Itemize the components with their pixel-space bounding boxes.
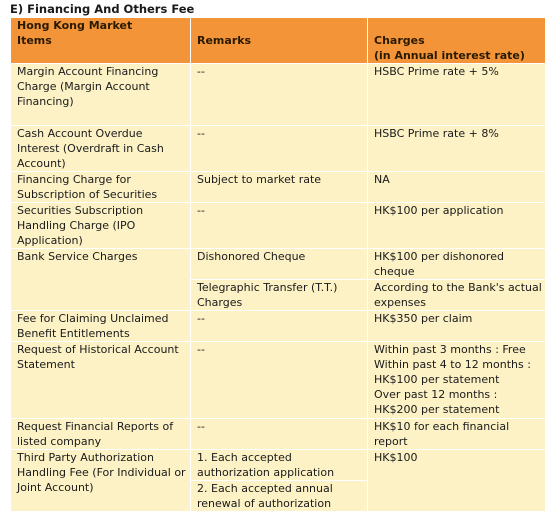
table-row [11,203,546,249]
charge-cell: HK$100 [368,450,546,512]
item-cell: Financing Charge for Subscription of Securities [11,172,191,203]
remark-cell: Dishonored Cheque [191,249,368,280]
remark-cell: -- [191,342,368,419]
remark-cell: -- [191,419,368,450]
table-row [11,64,546,126]
header-items [11,18,191,64]
charge-line: Within past 3 months : Free [374,343,526,356]
header-charges-note: (in Annual interest rate) [374,49,525,62]
table-row [11,311,546,342]
charge-cell: NA [368,172,546,203]
charge-cell: HSBC Prime rate + 8% [368,126,546,172]
remark-cell: -- [191,126,368,172]
item-cell: Request Financial Reports of listed company [11,419,191,450]
header-items-label: Items [17,34,52,47]
header-charges-label: Charges [374,34,425,47]
table-row [11,172,546,203]
item-cell: Securities Subscription Handling Charge (IPO Application) [11,203,191,249]
table-row [11,450,546,481]
charge-cell: HK$100 per application [368,203,546,249]
table-row [11,342,546,419]
table-header-row [11,18,546,64]
remark-cell: 2. Each accepted annual renewal of authorization [191,481,368,512]
remark-cell: Telegraphic Transfer (T.T.) Charges [191,280,368,311]
table-row [11,419,546,450]
charge-cell [368,342,546,419]
remark-cell: -- [191,311,368,342]
charge-cell: HK$350 per claim [368,311,546,342]
remark-cell: 1. Each accepted authorization application [191,450,368,481]
table-row [11,249,546,280]
remark-cell: -- [191,203,368,249]
charge-line: Over past 12 months : HK$200 per statement [374,388,500,416]
item-cell: Margin Account Financing Charge (Margin Account Financing) [11,64,191,126]
charge-cell: According to the Bank's actual expenses [368,280,546,311]
charge-line: Within past 4 to 12 months : HK$100 per statement [374,358,531,386]
item-cell: Request of Historical Account Statement [11,342,191,419]
table-row [11,126,546,172]
item-cell: Cash Account Overdue Interest (Overdraft in Cash Account) [11,126,191,172]
fee-table [10,17,546,512]
header-remarks [191,18,368,64]
charge-cell: HK$100 per dishonored cheque [368,249,546,280]
header-remarks-label: Remarks [197,34,252,47]
remark-cell: Subject to market rate [191,172,368,203]
remark-cell: -- [191,64,368,126]
item-cell: Fee for Claiming Unclaimed Benefit Entitlements [11,311,191,342]
charge-cell: HK$10 for each financial report [368,419,546,450]
charge-cell: HSBC Prime rate + 5% [368,64,546,126]
section-title: E) Financing And Others Fee [10,2,195,16]
header-charges [368,18,546,64]
header-market: Hong Kong Market [17,19,133,32]
item-cell: Third Party Authorization Handling Fee (For Individual or Joint Account) [11,450,191,512]
item-cell: Bank Service Charges [11,249,191,311]
